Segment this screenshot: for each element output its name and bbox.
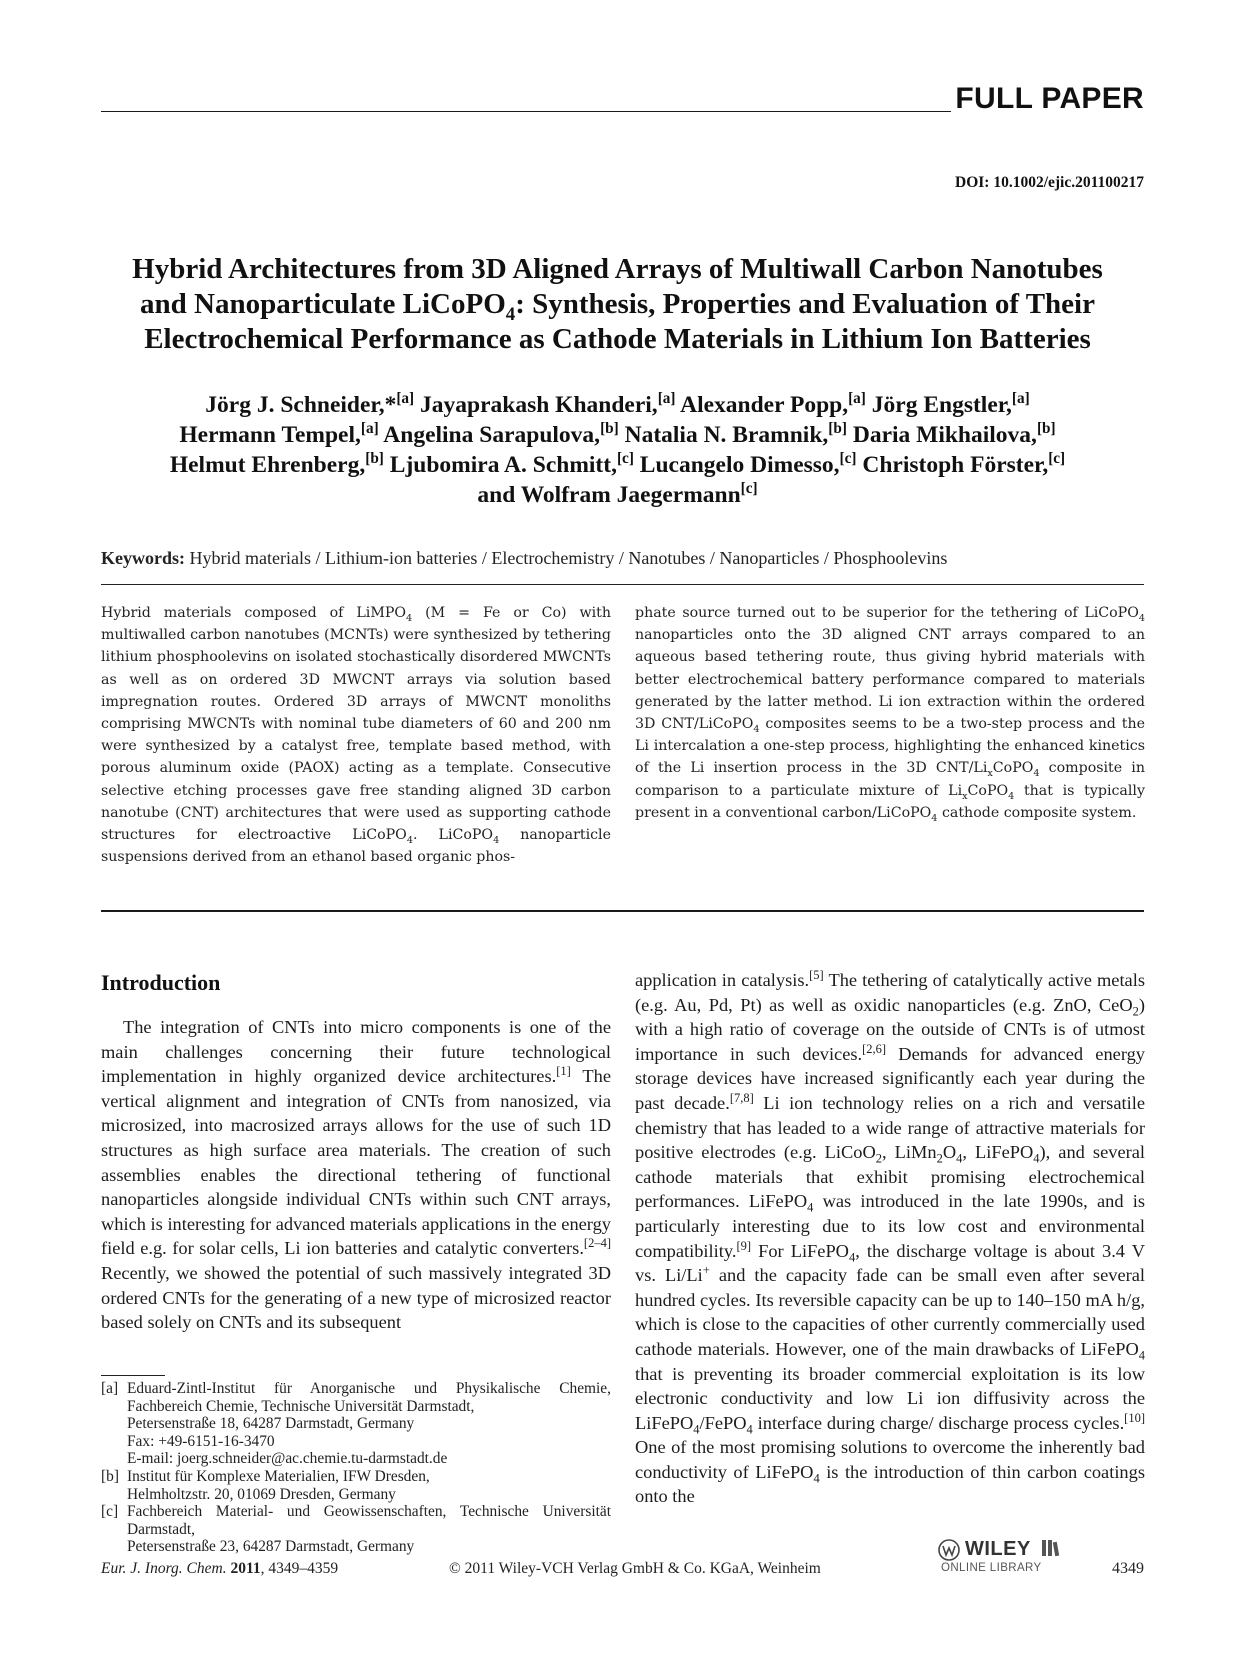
abstract-rule — [101, 910, 1144, 912]
paper-title — [90, 252, 1145, 357]
author: Ljubomira A. Schmitt,[c] — [389, 450, 634, 478]
author: Natalia N. Bramnik,[b] — [624, 420, 847, 448]
keywords — [101, 548, 947, 569]
intro-left-column — [101, 1015, 611, 1335]
intro-paragraph: application in catalysis.[5] The tethering of catalytically active metals (e.g. Au, Pd, Pt) as well as oxidic nanoparticles (e.g. ZnO, CeO$_2$) with a high ratio of coverage on the outside of CNTs is of utmost importance in such devices.[2,6] Demands for advanced energy storage devices have increased significantly each year during the past decade.[7,8] Li ion technology relies on a rich and versatile chemistry that has leaded to a wide range of attractive materials for positive electrodes (e.g. LiCoO$_2$, $LiMn_2O_4$, LiFePO$_4$), and several cathode materials that exhibit promising electrochemical performances. LiFePO$_4$ was introduced in the late 1990s, and is particularly interesting due to its low cost and environmental compatibility.[9] For LiFePO$_4$, the discharge voltage is about 3.4 V vs. Li/Li+ and the capacity fade can be small even after several hundred cycles. Its reversible capacity can be up to 140–150 mA h/g, which is close to the capacities of other currently commercially used cathode materials. However, one of the main drawbacks of LiFePO$_4$ that is preventing its broader commercial exploitation is its low electronic conductivity and low Li ion diffusivity across the LiFePO$_4$/FePO$_4$ interface during charge/ discharge process cycles.[10] One of the most promising solutions to overcome the inherently bad conductivity of LiFePO$_4$ is the introduction of thin carbon coatings onto the — [635, 967, 1146, 1507]
doi[interactable]: DOI: 10.1002/ejic.201100217 — [955, 174, 1144, 191]
section-label: FULL PAPER — [955, 82, 1144, 115]
wiley-emblem-icon — [937, 1538, 963, 1562]
affiliation-a: [a] Eduard-Zintl-Institut für Anorganische und Physikalische Chemie, Fachbereich Chemie, Technische Universität Darmstadt, Petersenstraße 18, 64287 Darmstadt, Germany Fax: +49-6151-16-3470 E-mail: joerg.schneider@ac.chemie.tu-darmstadt.de — [101, 1380, 611, 1468]
section-heading: Introduction — [101, 970, 221, 995]
author: Lucangelo Dimesso,[c] — [639, 450, 857, 478]
author: Daria Mikhailova,[b] — [852, 420, 1056, 448]
online-library-label: ONLINE LIBRARY — [941, 1562, 1042, 1574]
publisher-name: WILEY — [965, 1538, 1031, 1560]
author: Christoph Förster,[c] — [862, 450, 1066, 478]
title-line-3: Electrochemical Performance as Cathode Materials in Lithium Ion Batteries — [144, 323, 1091, 355]
wiley-logo[interactable] — [937, 1538, 1067, 1578]
copyright: © 2011 Wiley-VCH Verlag GmbH & Co. KGaA, Weinheim — [449, 1560, 821, 1577]
journal-citation: Eur. J. Inorg. Chem. 2011, 4349–4359 — [101, 1560, 339, 1577]
keywords-text: Hybrid materials / Lithium-ion batteries / Electrochemistry / Nanotubes / Nanoparticles / Phosphoolevins — [189, 548, 948, 568]
title-line-2: and Nanoparticulate LiCoPO$_4$: Synthesis, Properties and Evaluation of Their — [140, 288, 1095, 325]
title-line-1: Hybrid Architectures from 3D Aligned Arrays of Multiwall Carbon Nanotubes — [132, 253, 1103, 285]
footnote-separator — [101, 1375, 165, 1376]
abstract-right: phate source turned out to be superior for the tethering of LiCoPO$_4$ nanoparticles onto the 3D aligned CNT arrays compared to an aqueous based tethering route, thus giving hybrid materials with better electrochemical battery performance compared to materials generated by the latter method. Li ion extraction within the ordered 3D CNT/LiCoPO$_4$ composites seems to be a two-step process and the Li intercalation a one-step process, highlighting the enhanced kinetics of the Li insertion process in the 3D CNT/$Li_xCoPO_4$ composite in comparison to a particulate mixture of $Li_xCoPO_4$ that is typically present in a conventional carbon/LiCoPO$_4$ cathode composite system. — [635, 605, 1145, 824]
author: Jayaprakash Khanderi,[a] — [420, 390, 676, 418]
author: Jörg Engstler,[a] — [871, 390, 1030, 418]
author: and Wolfram Jaegermann[c] — [477, 480, 758, 508]
keywords-rule — [101, 584, 1144, 585]
affiliation-c: [c] Fachbereich Material- und Geowissenschaften, Technische Universität Darmstadt, Petersenstraße 23, 64287 Darmstadt, Germany — [101, 1503, 611, 1556]
author: Jörg J. Schneider,*[a] — [205, 390, 415, 418]
author: Helmut Ehrenberg,[b] — [169, 450, 384, 478]
intro-paragraph: The integration of CNTs into micro components is one of the main challenges concerning their future technological implementation in highly organized device architectures.[1] The vertical alignment and integration of CNTs from nanosized, via microsized, into macrosized arrays allows for the use of such 1D structures as high surface area materials. The creation of such assemblies enables the directional tethering of functional nanoparticles alongside individual CNTs within such CNT arrays, which is interesting for advanced materials applications in the energy field e.g. for solar cells, Li ion batteries and catalytic converters.[2–4] Recently, we showed the potential of such massively integrated 3D ordered CNTs for the generating of a new type of microsized reactor based solely on CNTs and its subsequent — [101, 1017, 611, 1333]
abstract-left: Hybrid materials composed of LiMPO$_4$ (M = Fe or Co) with multiwalled carbon nanotubes (MCNTs) were synthesized by tethering lithium phosphoolevins on isolated stochastically disordered MWCNTs as well as on ordered 3D MWCNT arrays via solution based impregnation routes. Ordered 3D arrays of MWCNT monoliths comprising MWCNTs with nominal tube diameters of 60 and 200 nm were synthesized by a catalyst free, template based method, with porous aluminum oxide (PAOX) acting as a template. Consecutive selective etching processes gave free standing aligned 3D carbon nanotube (CNT) architectures that were used as supporting cathode structures for electroactive LiCoPO$_4$. LiCoPO$_4$ nanoparticle suspensions derived from an ethanol based organic phos- — [101, 605, 612, 866]
email-link[interactable]: E-mail: joerg.schneider@ac.chemie.tu-darmstadt.de — [127, 1450, 448, 1468]
author: Angelina Sarapulova,[b] — [383, 420, 619, 448]
library-books-icon — [1041, 1538, 1061, 1558]
author-list — [90, 390, 1145, 510]
author: Alexander Popp,[a] — [680, 390, 866, 418]
author: Hermann Tempel,[a] — [179, 420, 379, 448]
affiliation-b: [b] Institut für Komplexe Materialien, IFW Dresden, Helmholtzstr. 20, 01069 Dresden, Germany — [101, 1467, 430, 1503]
intro-right-column — [635, 968, 1145, 1509]
affiliations — [101, 1380, 611, 1556]
page-number: 4349 — [1112, 1560, 1144, 1577]
keywords-label: Keywords: — [101, 548, 185, 568]
header-rule — [101, 111, 951, 112]
